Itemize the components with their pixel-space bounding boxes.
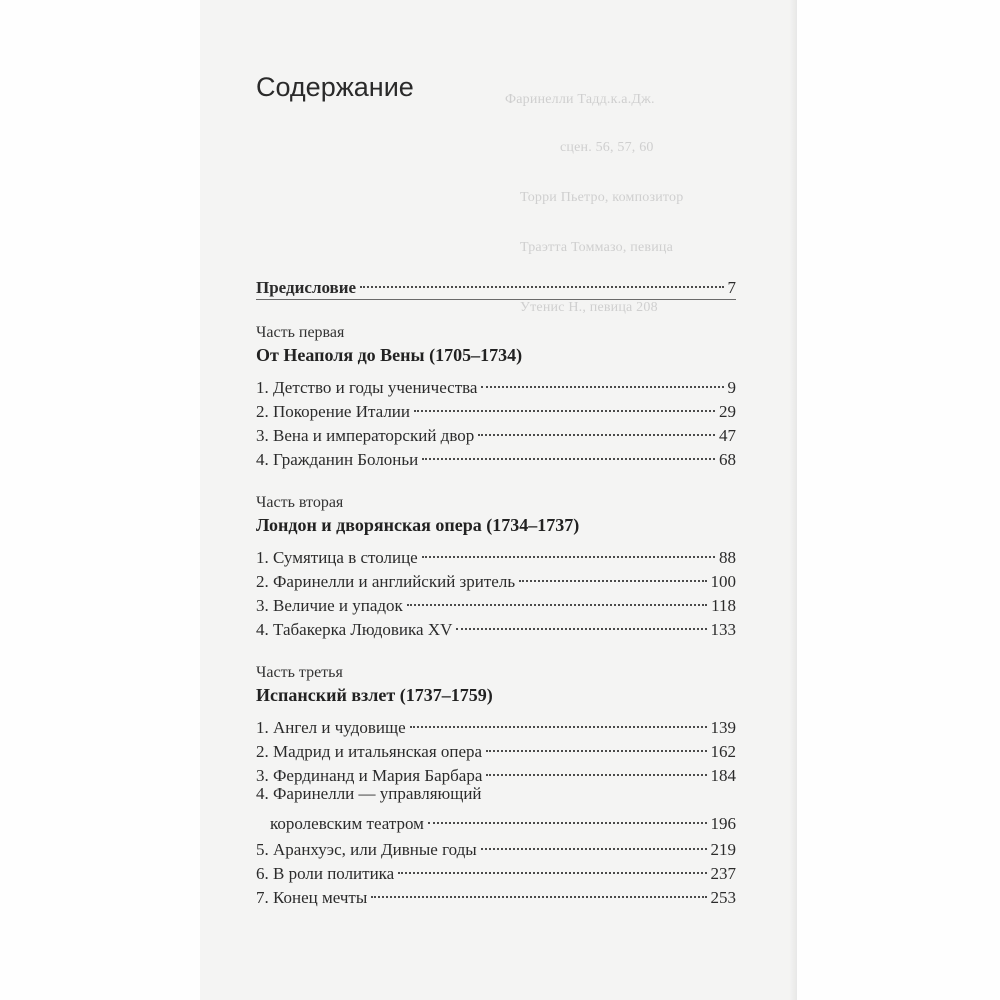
toc-entry-label: 6. В роли политика: [256, 864, 395, 883]
part-title: Лондон и дворянская опера (1734–1737): [256, 515, 580, 535]
toc-entry: [256, 759, 736, 785]
dot-leader: [519, 560, 706, 582]
page-title: Содержание: [256, 72, 414, 102]
toc-entry-page: 29: [719, 402, 736, 421]
bleed-through-text: Траэтта Томмазо, певица: [520, 240, 673, 255]
part-kicker: Часть третья: [256, 664, 343, 681]
dot-leader: [481, 366, 723, 388]
toc-entry-page: 162: [710, 742, 736, 761]
dot-leader: [428, 802, 707, 824]
toc-entry-label: 5. Аранхуэс, или Дивные годы: [256, 840, 477, 859]
toc-entry: [256, 807, 736, 833]
bleed-through-text: Утенис Н., певица 208: [520, 300, 658, 315]
toc-entry-label: 1. Детство и годы ученичества: [256, 378, 478, 397]
toc-entry-page: 88: [719, 548, 736, 567]
bleed-through-text: Фаринелли Тадд.к.а.Дж.: [505, 92, 655, 107]
toc-entry-page: 9: [727, 378, 736, 397]
dot-leader: [410, 706, 707, 728]
toc-entry-label: 3. Вена и императорский двор: [256, 426, 475, 445]
toc-entry-label: 4. Табакерка Людовика XV: [256, 620, 453, 639]
toc-entry-page: 7: [727, 278, 736, 297]
toc-entry-label-line2: королевским театром: [270, 814, 424, 833]
part-kicker: Часть вторая: [256, 494, 344, 511]
toc-entry-label: 4. Гражданин Болоньи: [256, 450, 419, 469]
toc-entry: [256, 881, 736, 907]
dot-leader: [407, 584, 707, 606]
toc-entry-label: 2. Покорение Италии: [256, 402, 410, 421]
dot-leader: [371, 876, 706, 898]
toc-entry-page: 47: [719, 426, 736, 445]
toc-entry-label: 7. Конец мечты: [256, 888, 368, 907]
toc-entry: [256, 443, 736, 469]
toc-entry-page: 118: [711, 596, 736, 615]
part-title: От Неаполя до Вены (1705–1734): [256, 345, 523, 365]
dot-leader: [398, 852, 706, 874]
toc-entry-label: 3. Фердинанд и Мария Барбара: [256, 766, 483, 785]
toc-entry-label: 2. Фаринелли и английский зритель: [256, 572, 516, 591]
toc-entry-label: 2. Мадрид и итальянская опера: [256, 742, 483, 761]
preface-rule: [256, 299, 736, 300]
dot-leader: [422, 536, 715, 558]
toc-entry-label: Предисловие: [256, 278, 357, 297]
toc-entry-page: 100: [710, 572, 736, 591]
toc-entry-page: 237: [710, 864, 736, 883]
dot-leader: [422, 438, 715, 460]
toc-entry-page: 184: [710, 766, 736, 785]
bleed-through-text: сцен. 56, 57, 60: [560, 140, 654, 155]
toc-entry-label: 3. Величие и упадок: [256, 596, 403, 615]
dot-leader: [486, 730, 706, 752]
bleed-through-text: Торри Пьетро, композитор: [520, 190, 684, 205]
toc-entry-page: 139: [710, 718, 736, 737]
dot-leader: [456, 608, 706, 630]
dot-leader: [481, 828, 707, 850]
page-edge-shadow: [789, 0, 797, 1000]
dot-leader: [360, 266, 723, 288]
part-kicker: Часть первая: [256, 324, 345, 341]
part-title: Испанский взлет (1737–1759): [256, 685, 493, 705]
toc-entry-label: 1. Сумятица в столице: [256, 548, 418, 567]
toc-entry-page: 196: [710, 814, 736, 833]
toc-entry-preface: [256, 271, 736, 297]
dot-leader: [486, 754, 706, 776]
toc-entry-page: 133: [710, 620, 736, 639]
toc-entry-page: 253: [710, 888, 736, 907]
dot-leader: [478, 414, 715, 436]
toc-entry-label: 1. Ангел и чудовище: [256, 718, 406, 737]
toc-entry-page: 68: [719, 450, 736, 469]
toc-entry: [256, 613, 736, 639]
toc-entry-page: 219: [710, 840, 736, 859]
toc-entry-label-line1: 4. Фаринелли — управляющий: [256, 784, 482, 803]
dot-leader: [414, 390, 715, 412]
